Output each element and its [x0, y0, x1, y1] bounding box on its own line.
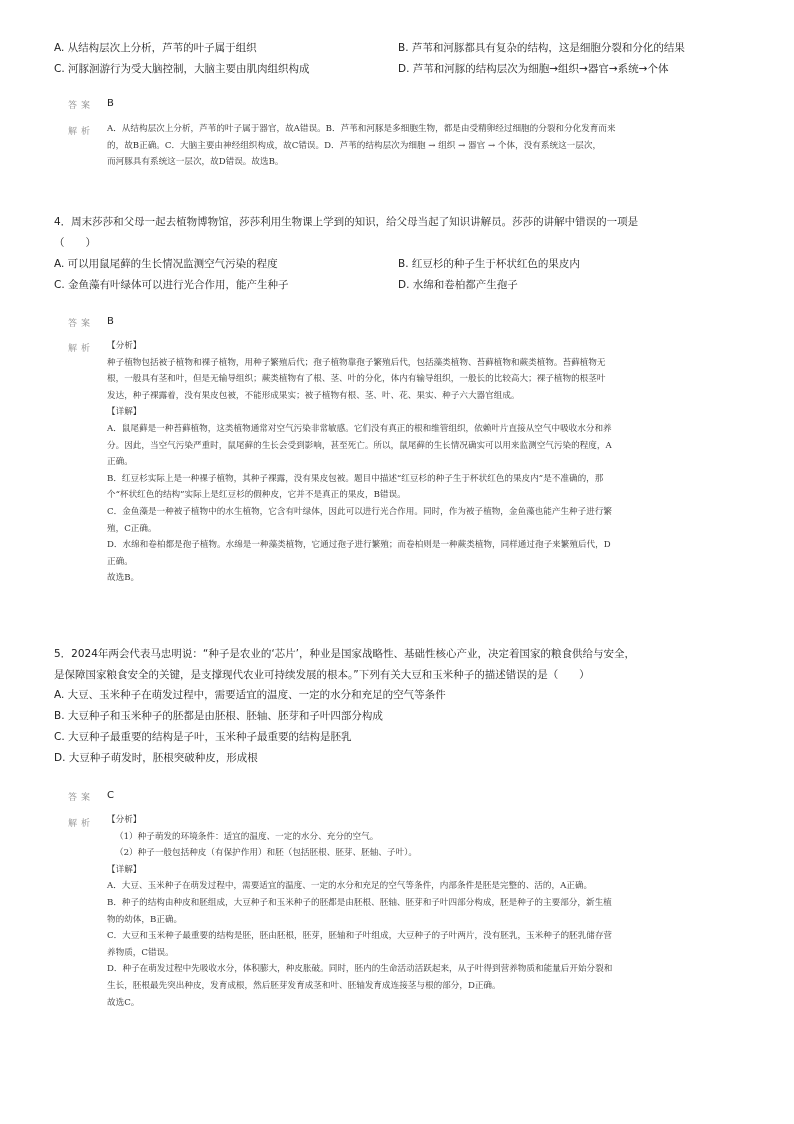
q4-analysis-line: 根，一般具有茎和叶，但是无输导组织；蕨类植物有了根、茎、叶的分化，体内有输导组织，一般长的比较高大；裸子植物的根茎叶	[107, 374, 606, 385]
q3-options	[54, 38, 744, 80]
q5-analysis-line: （1）种子萌发的环境条件：适宜的温度、一定的水分、充分的空气。	[115, 831, 379, 842]
q4-stem	[54, 212, 754, 254]
q3-analysis-tag: 解析	[68, 127, 95, 137]
q5-option-d: D. 大豆种子萌发时，胚根突破种皮，形成根	[54, 752, 258, 764]
q4-answer-tag: 答案	[68, 319, 95, 329]
q4-analysis-line: A．鼠尾藓是一种苔藓植物，这类植物通常对空气污染非常敏感。它们没有真正的根和维管组织，依赖叶片直接从空气中吸收水分和养	[107, 423, 612, 434]
q5-stem	[54, 644, 754, 686]
q4-option-d: D. 水绵和卷柏都产生孢子	[398, 279, 518, 291]
q4-stem-line: （ ）	[54, 237, 96, 249]
q4-analysis-heading: 【详解】	[107, 407, 142, 418]
q3-options-row	[54, 38, 744, 59]
q3-analysis-line: 的，故B正确。C．大脑主要由神经组织构成，故C错误。D．芦苇的结构层次为细胞 → 组织 → 器官 → 个体，没有系统这一层次，	[107, 140, 602, 151]
q4-analysis-line: 种子植物包括被子植物和裸子植物，用种子繁殖后代；孢子植物靠孢子繁殖后代，包括藻类植物、苔藓植物和蕨类植物。苔藓植物无	[107, 357, 606, 368]
q5-options	[54, 685, 744, 769]
q3-options-row	[54, 59, 744, 80]
q4-analysis-line: D．水绵和卷柏都是孢子植物。水绵是一种藻类植物，它通过孢子进行繁殖；而卷柏则是一种蕨类植物，同样通过孢子来繁殖后代，D	[107, 540, 611, 551]
q3-option-d: D. 芦苇和河豚的结构层次为细胞→组织→器官→系统→个体	[398, 63, 669, 75]
q5-analysis-line: 故选C。	[107, 997, 140, 1008]
q4-option-c: C. 金鱼藻有叶绿体可以进行光合作用，能产生种子	[54, 279, 289, 291]
q5-analysis-heading: 【分析】	[107, 815, 142, 825]
q5-answer: C	[107, 790, 114, 801]
q5-analysis-heading: 【详解】	[107, 864, 142, 875]
q3-option-b: B. 芦苇和河豚都具有复杂的结构，这是细胞分裂和分化的结果	[398, 42, 685, 54]
q4-answer: B	[107, 316, 114, 327]
q5-answer-tag: 答案	[68, 793, 95, 803]
q4-analysis-line: 分。因此，当空气污染严重时，鼠尾藓的生长会受到影响，甚至死亡。所以，鼠尾藓的生长情况确实可以用来监测空气污染的程度，A	[107, 440, 612, 451]
q5-analysis-line: 养物质，C错误。	[107, 947, 174, 958]
q4-analysis-line: B．红豆杉实际上是一种裸子植物，其种子裸露，没有果皮包被。题目中描述“红豆杉的种子生于杯状红色的果皮内”是不准确的，那	[107, 473, 604, 484]
q4-analysis-line: 殖，C正确。	[107, 523, 157, 534]
q5-stem-line: 是保障国家粮食安全的关键，是支撑现代农业可持续发展的根本。”下列有关大豆和玉米种子的描述错误的是（ ）	[54, 669, 590, 681]
q3-option-a: A. 从结构层次上分析，芦苇的叶子属于组织	[54, 42, 257, 54]
q3-analysis	[107, 121, 727, 171]
q4-analysis-line: C．金鱼藻是一种被子植物中的水生植物，它含有叶绿体，因此可以进行光合作用。同时，作为被子植物，金鱼藻也能产生种子进行繁	[107, 506, 613, 517]
q4-analysis-heading: 【分析】	[107, 341, 142, 351]
q4-analysis-line: 个“杯状红色的结构”实际上是红豆杉的假种皮，它并不是真正的果皮，B错误。	[107, 490, 406, 501]
q4-analysis	[107, 338, 727, 587]
q5-analysis-line: C．大豆和玉米种子最重要的结构是胚，胚由胚根，胚芽，胚轴和子叶组成，大豆种子的子叶两片，没有胚乳，玉米种子的胚乳储存营	[107, 931, 613, 942]
q4-option-a: A. 可以用鼠尾藓的生长情况监测空气污染的程度	[54, 258, 278, 270]
q5-analysis-line: D．种子在萌发过程中先吸收水分，体积膨大，种皮胀破。同时，胚内的生命活动活跃起来，从子叶得到营养物质和能量后开始分裂和	[107, 964, 613, 975]
q5-analysis	[107, 812, 727, 1011]
q5-analysis-tag: 解析	[68, 819, 95, 829]
q3-answer-tag: 答案	[68, 101, 95, 111]
q5-analysis-line: 物的幼体，B正确。	[107, 914, 183, 925]
q5-analysis-line: A．大豆、玉米种子在萌发过程中，需要适宜的温度、一定的水分和充足的空气等条件，内部条件是胚是完整的、活的，A正确。	[107, 881, 593, 892]
q5-option-c: C. 大豆种子最重要的结构是子叶，玉米种子最重要的结构是胚乳	[54, 731, 352, 743]
q3-analysis-line: A．从结构层次上分析，芦苇的叶子属于器官，故A错误。B．芦苇和河豚是多细胞生物，都是由受精卵经过细胞的分裂和分化发育而来	[107, 124, 616, 134]
q4-analysis-line: 发达，种子裸露着，没有果皮包被，不能形成果实；被子植物有根、茎、叶、花、果实、种子六大器官组成。	[107, 390, 520, 401]
q4-analysis-line: 正确。	[107, 556, 133, 567]
q4-stem-line: 4．周末莎莎和父母一起去植物博物馆，莎莎利用生物课上学到的知识，给父母当起了知识讲解员。莎莎的讲解中错误的一项是	[54, 216, 639, 228]
q5-analysis-line: （2）种子一般包括种皮（有保护作用）和胚（包括胚根、胚芽、胚轴、子叶）。	[115, 848, 417, 859]
q5-stem-line: 5．2024年两会代表马忠明说：“种子是农业的‘芯片’，种业是国家战略性、基础性核心产业，决定着国家的粮食供给与安全，	[54, 648, 636, 660]
q4-analysis-tag: 解析	[68, 344, 95, 354]
q5-analysis-line: B．种子的结构由种皮和胚组成，大豆种子和玉米种子的胚都是由胚根、胚轴、胚芽和子叶四部分构成，胚是种子的主要部分，新生植	[107, 897, 612, 908]
q4-options	[54, 254, 744, 296]
q3-answer: B	[107, 98, 114, 109]
q4-analysis-line: 故选B。	[107, 573, 140, 584]
q4-option-b: B. 红豆杉的种子生于杯状红色的果皮内	[398, 258, 580, 270]
q5-option-b: B. 大豆种子和玉米种子的胚都是由胚根、胚轴、胚芽和子叶四部分构成	[54, 710, 383, 722]
q3-analysis-line: 而河豚具有系统这一层次，故D错误。故选B。	[107, 157, 284, 168]
q3-option-c: C. 河豚洄游行为受大脑控制，大脑主要由肌肉组织构成	[54, 63, 310, 75]
q4-analysis-line: 正确。	[107, 457, 133, 468]
q4-options-row	[54, 254, 744, 275]
q5-option-a: A. 大豆、玉米种子在萌发过程中，需要适宜的温度、一定的水分和充足的空气等条件	[54, 689, 446, 701]
q4-options-row	[54, 275, 744, 296]
q5-analysis-line: 生长，胚根最先突出种皮，发育成根，然后胚芽发育成茎和叶、胚轴发育成连接茎与根的部分，D正确。	[107, 980, 501, 991]
